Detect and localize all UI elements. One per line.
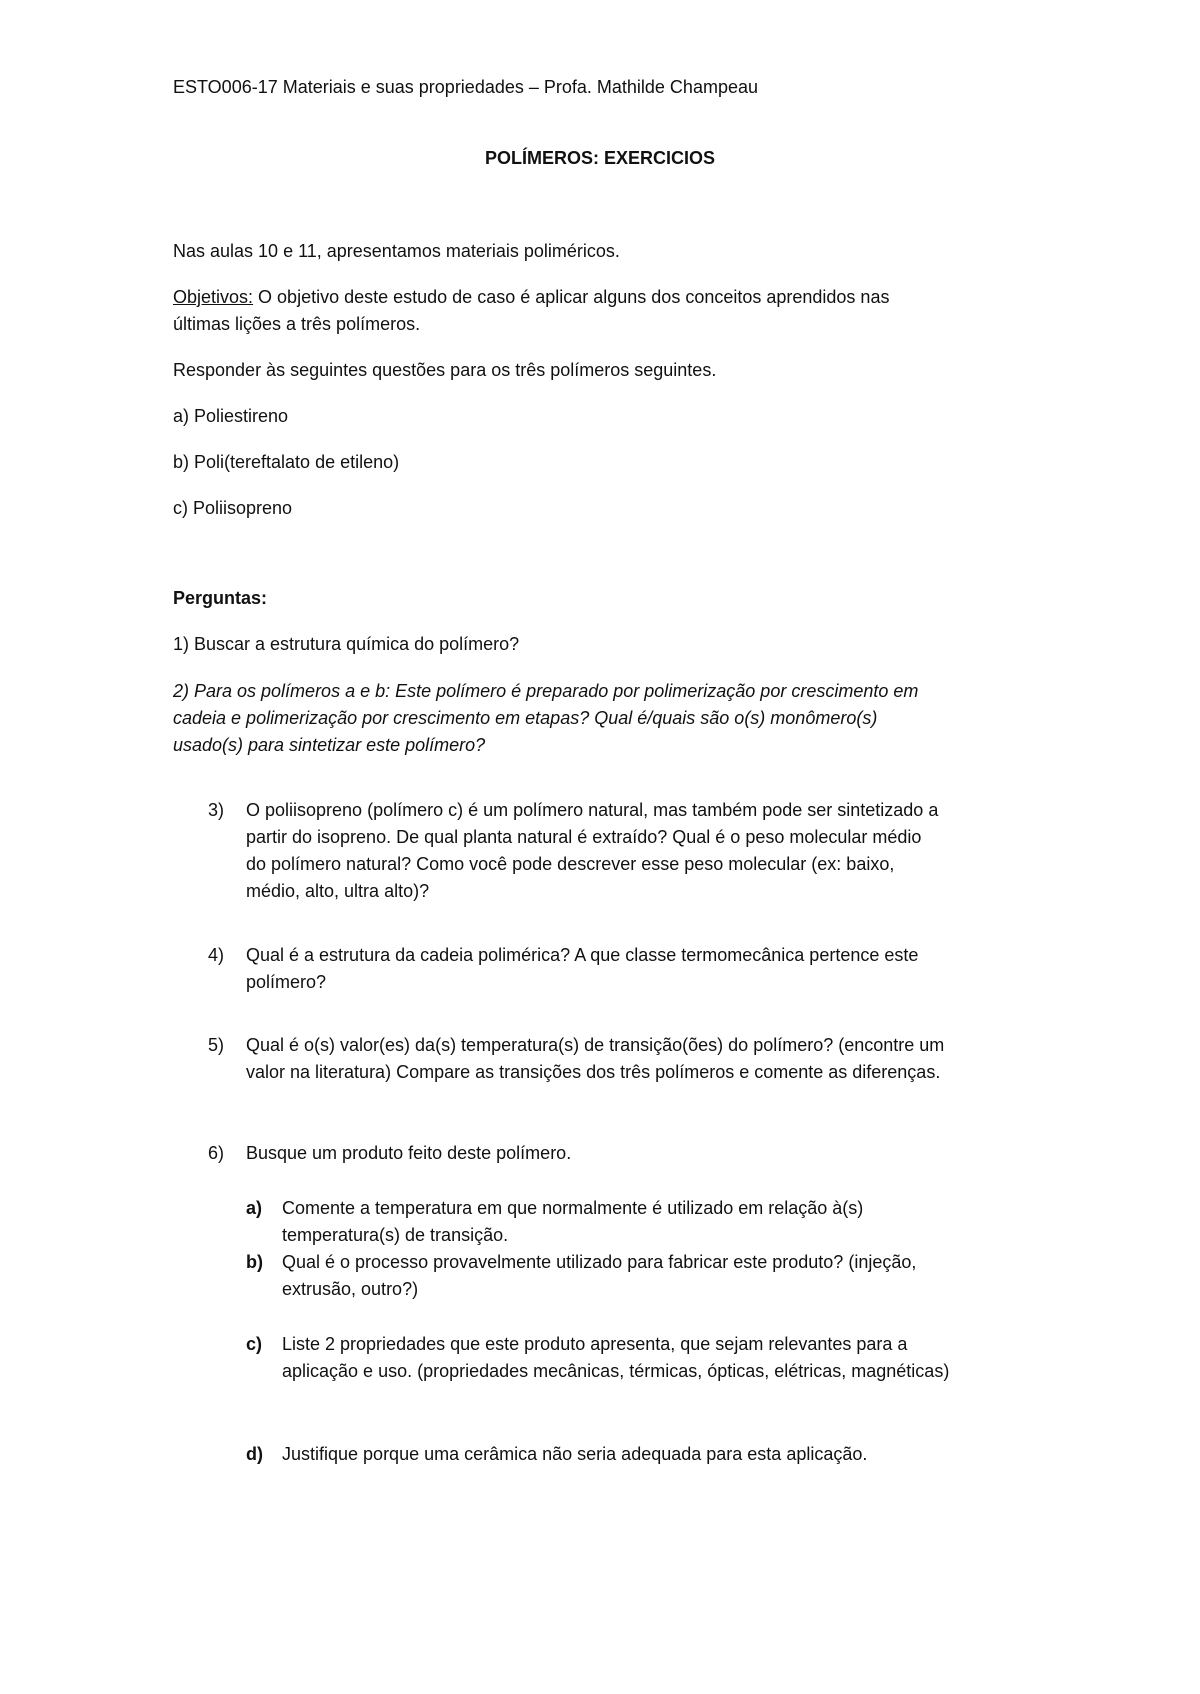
question-2-line-1: 2) Para os polímeros a e b: Este polímero é preparado por polimerização por crescimento em — [173, 681, 919, 701]
question-2-line-3: usado(s) para sintetizar este polímero? — [173, 735, 486, 755]
question-4-line-2: polímero? — [246, 972, 327, 992]
polymer-item-b: b) Poli(tereftalato de etileno) — [173, 452, 400, 472]
instruction-text: Responder às seguintes questões para os três polímeros seguintes. — [173, 360, 717, 380]
objectives-label: Objetivos: — [173, 287, 254, 307]
question-6a-letter: a) — [246, 1198, 263, 1218]
question-6c-line-2: aplicação e uso. (propriedades mecânicas, térmicas, ópticas, elétricas, magnéticas) — [282, 1361, 950, 1381]
question-6a-line-2: temperatura(s) de transição. — [282, 1225, 509, 1245]
question-5-line-1: Qual é o(s) valor(es) da(s) temperatura(s) de transição(ões) do polímero? (encontre um — [246, 1035, 945, 1055]
question-6d-letter: d) — [246, 1444, 263, 1464]
course-header: ESTO006-17 Materiais e suas propriedades – Profa. Mathilde Champeau — [173, 77, 758, 97]
question-6c-letter: c) — [246, 1334, 263, 1354]
objectives-line-1 — [173, 284, 889, 311]
question-5-number: 5) — [208, 1035, 225, 1055]
question-4-line-1: Qual é a estrutura da cadeia polimérica? A que classe termomecânica pertence este — [246, 945, 919, 965]
question-6c-line-1: Liste 2 propriedades que este produto apresenta, que sejam relevantes para a — [282, 1334, 908, 1354]
question-3-number: 3) — [208, 800, 225, 820]
question-6b-line-1: Qual é o processo provavelmente utilizado para fabricar este produto? (injeção, — [282, 1252, 917, 1272]
objectives-text-1: O objetivo deste estudo de caso é aplicar alguns dos conceitos aprendidos nas — [253, 287, 890, 307]
question-4-number: 4) — [208, 945, 225, 965]
page-title: POLÍMEROS: EXERCICIOS — [484, 148, 716, 168]
question-6-line-1: Busque um produto feito deste polímero. — [246, 1143, 572, 1163]
intro-text: Nas aulas 10 e 11, apresentamos materiais poliméricos. — [173, 241, 620, 261]
question-1: 1) Buscar a estrutura química do polímero? — [173, 634, 520, 654]
question-3-line-3: do polímero natural? Como você pode descrever esse peso molecular (ex: baixo, — [246, 854, 895, 874]
question-3-line-1: O poliisopreno (polímero c) é um polímero natural, mas também pode ser sintetizado a — [246, 800, 939, 820]
objectives-line-2: últimas lições a três polímeros. — [173, 314, 421, 334]
question-6a-line-1: Comente a temperatura em que normalmente é utilizado em relação à(s) — [282, 1198, 864, 1218]
question-5-line-2: valor na literatura) Compare as transições dos três polímeros e comente as diferenças. — [246, 1062, 941, 1082]
question-6b-letter: b) — [246, 1252, 263, 1272]
question-6d-line-1: Justifique porque uma cerâmica não seria adequada para esta aplicação. — [282, 1444, 868, 1464]
question-6-number: 6) — [208, 1143, 225, 1163]
polymer-item-c: c) Poliisopreno — [173, 498, 293, 518]
question-6b-line-2: extrusão, outro?) — [282, 1279, 419, 1299]
question-2-line-2: cadeia e polimerização por crescimento em etapas? Qual é/quais são o(s) monômero(s) — [173, 708, 878, 728]
polymer-item-a: a) Poliestireno — [173, 406, 289, 426]
question-3-line-4: médio, alto, ultra alto)? — [246, 881, 430, 901]
question-3-line-2: partir do isopreno. De qual planta natural é extraído? Qual é o peso molecular médio — [246, 827, 922, 847]
questions-heading: Perguntas: — [173, 588, 268, 608]
